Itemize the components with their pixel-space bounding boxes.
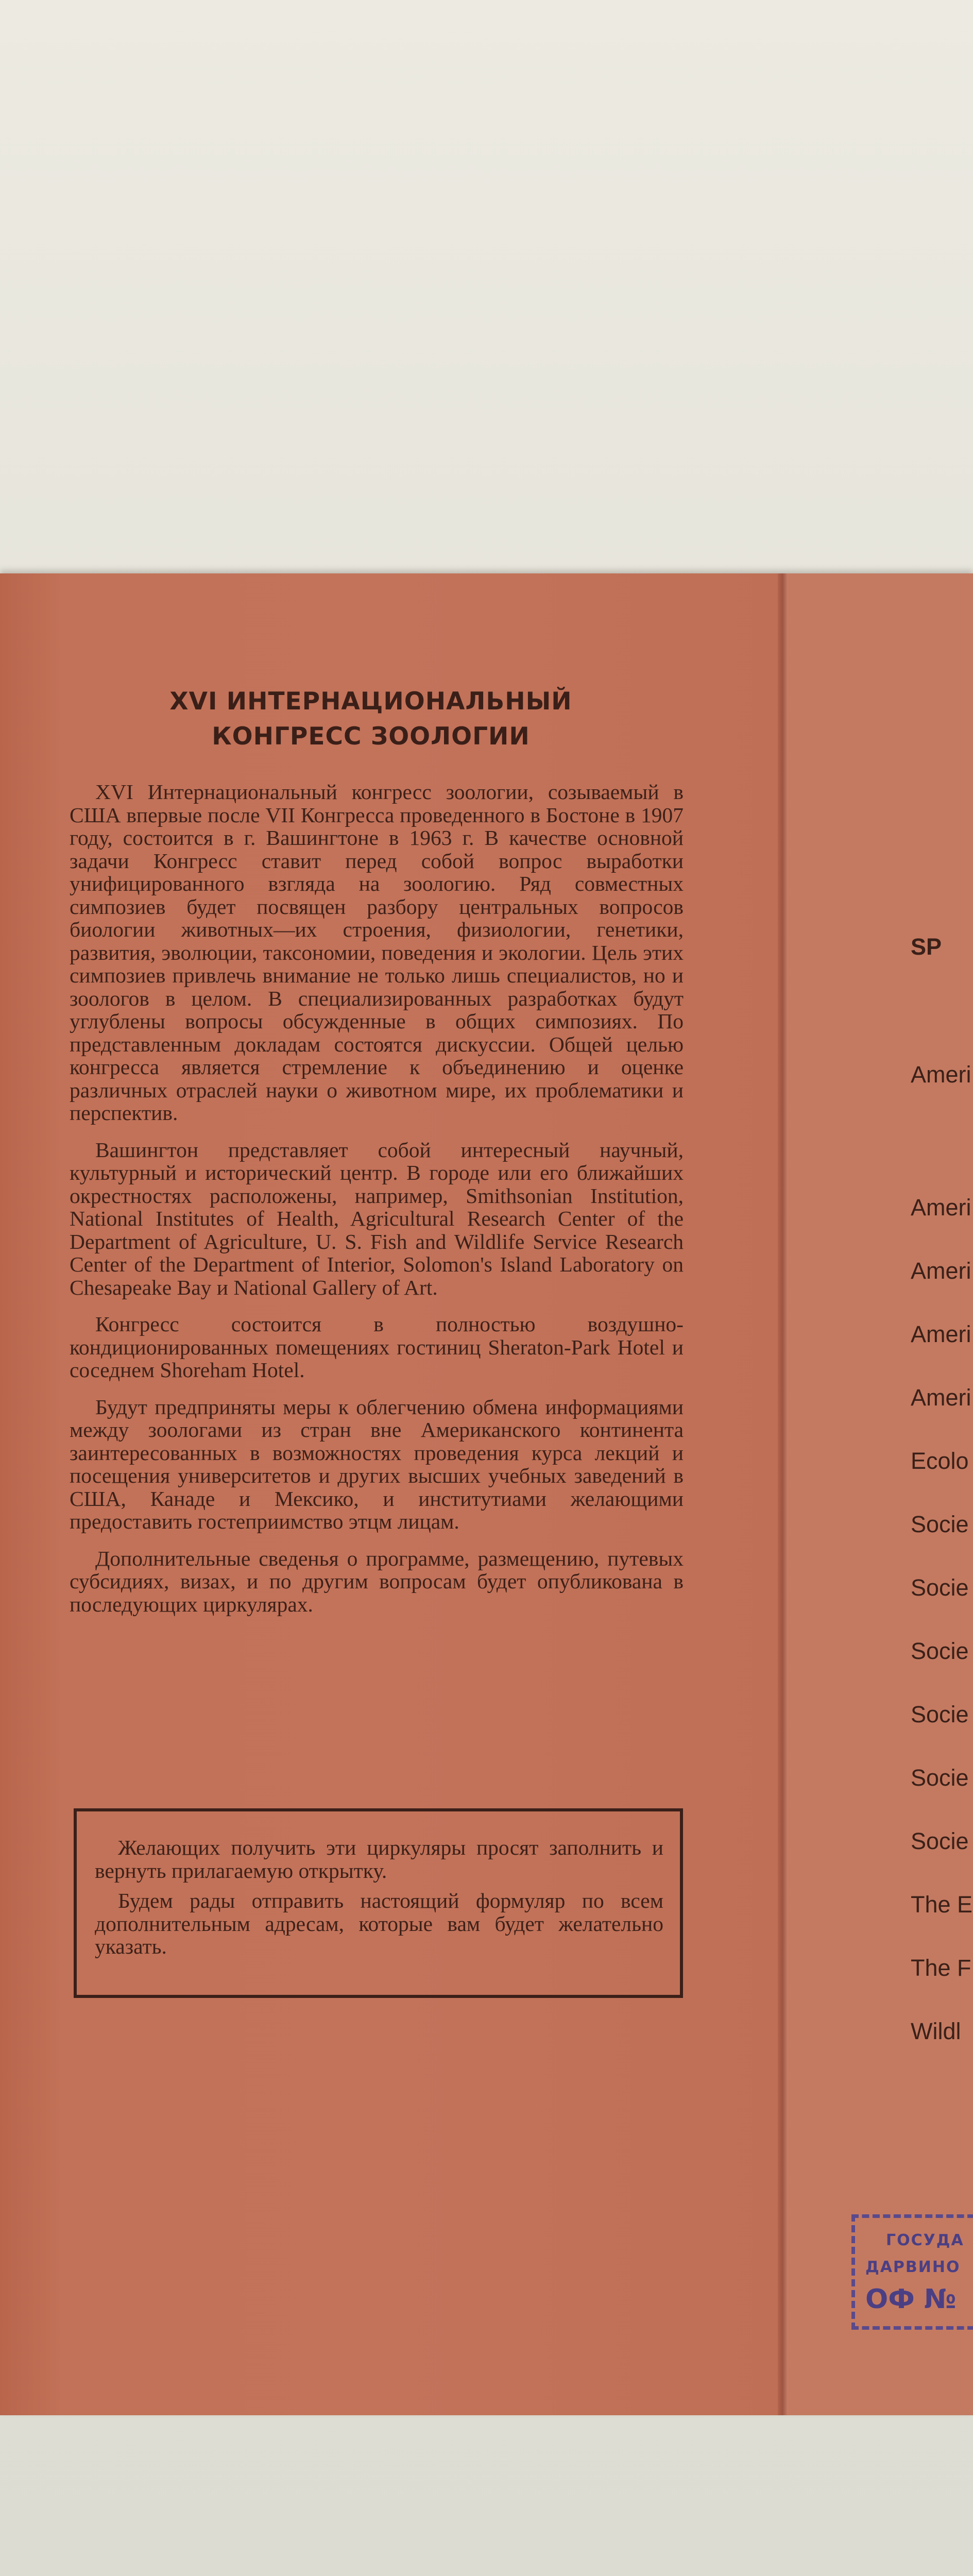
sponsor-item: Ameri xyxy=(911,1321,971,1347)
paragraph-washington: Вашингтон представляет собой интересный научный, культурный и исторический центр. В городе или его ближайших окрестностях расположены, например, Smithsonian Institution, National Institutes of Health, Agricultural Research Center of the Department of Agriculture, U. S. Fish and Wildlife Service Research Center of the Department of Interior, Solomon's Island Laboratory on Chesapeake Bay и National Gallery of Art. xyxy=(70,1138,684,1299)
paragraph-venue: Конгресс состоится в полностью воздушно-кондиционированных помещениях гостиниц Sheraton-Park Hotel и соседнем Shoreham Hotel. xyxy=(70,1312,684,1382)
announcement-body xyxy=(70,781,684,1630)
paragraph-info: Дополнительные сведенья о программе, размещению, путевых субсидиях, визах, и по другим вопросам будет опубликована в последующих циркулярах. xyxy=(70,1546,684,1616)
circular-request-box xyxy=(74,1808,683,1998)
sponsor-item: Socie xyxy=(911,1828,969,1854)
title-line-2: КОНГРЕСС ЗООЛОГИИ xyxy=(212,722,530,751)
sponsors-heading: SP xyxy=(911,934,942,960)
notice-request: Желающих получить эти циркуляры просят заполнить и вернуть прилагаемую открытку. xyxy=(95,1836,663,1883)
paragraph-intro: XVI Интернациональный конгресс зоологии, созываемый в США впервые после VII Конгресса проведенного в Бостоне в 1907 году, состоится в г. Вашингтоне в 1963 г. В качестве основной задачи Конгресс ставит перед собой вопрос выработки унифицированного взгляда на зоологию. Ряд совместных симпозиев будет посвящен разбору центральных вопросов биологии животных—их строения, физиологии, генетики, развития, эволюции, таксономии, поведения и экологии. Цель этих симпозиев привлечь внимание не только лишь специалистов, но и зоологов в целом. В специализированных разработках будут углублены вопросы обсужденные в общих симпозиях. По представленным докладам состоятся дискуссии. Общей целью конгресса является стремление к объединению и оценке различных отраслей науки о животном мире, их проблематики и перспектив. xyxy=(70,780,684,1125)
sponsor-item: Socie xyxy=(911,1765,969,1791)
sponsors-column-cropped xyxy=(911,0,973,2576)
sponsor-item: Socie xyxy=(911,1701,969,1727)
title-line-1: XVI ИНТЕРНАЦИОНАЛЬНЫЙ xyxy=(169,687,572,716)
notice-forward: Будем рады отправить настоящий формуляр по всем дополнительным адресам, которые вам будет желательно указать. xyxy=(95,1889,663,1958)
stamp-line-1: ГОСУДА xyxy=(886,2231,964,2249)
stamp-line-2: ДАРВИНО xyxy=(865,2258,961,2276)
sponsor-item: Ameri xyxy=(911,1061,971,1088)
sponsor-item: The F xyxy=(911,1955,971,1981)
sponsor-item: Socie xyxy=(911,1574,969,1601)
sponsor-item: Ecolo xyxy=(911,1448,969,1474)
sponsor-item: Ameri xyxy=(911,1384,971,1411)
sponsor-item: The E xyxy=(911,1891,973,1918)
paragraph-exchange: Будут предприняты меры к облегчению обмена информациями между зоологами из стран вне Американского континента заинтересованных в возможностях проведения курса лекций и посещения университетов и других высших учебных заведений в США, Канаде и Мексико, и институтиами желающими предоставить гостеприимство этцм лицам. xyxy=(70,1395,684,1533)
congress-title xyxy=(72,684,670,754)
stamp-line-3: ОФ № xyxy=(865,2284,957,2315)
page-fold xyxy=(778,573,788,2415)
sponsor-item: Socie xyxy=(911,1511,969,1537)
library-stamp xyxy=(851,2214,973,2330)
sponsor-item: Ameri xyxy=(911,1194,971,1221)
sponsor-item: Ameri xyxy=(911,1258,971,1284)
sponsor-item: Wildl xyxy=(911,2018,961,2044)
sponsor-item: Socie xyxy=(911,1638,969,1664)
